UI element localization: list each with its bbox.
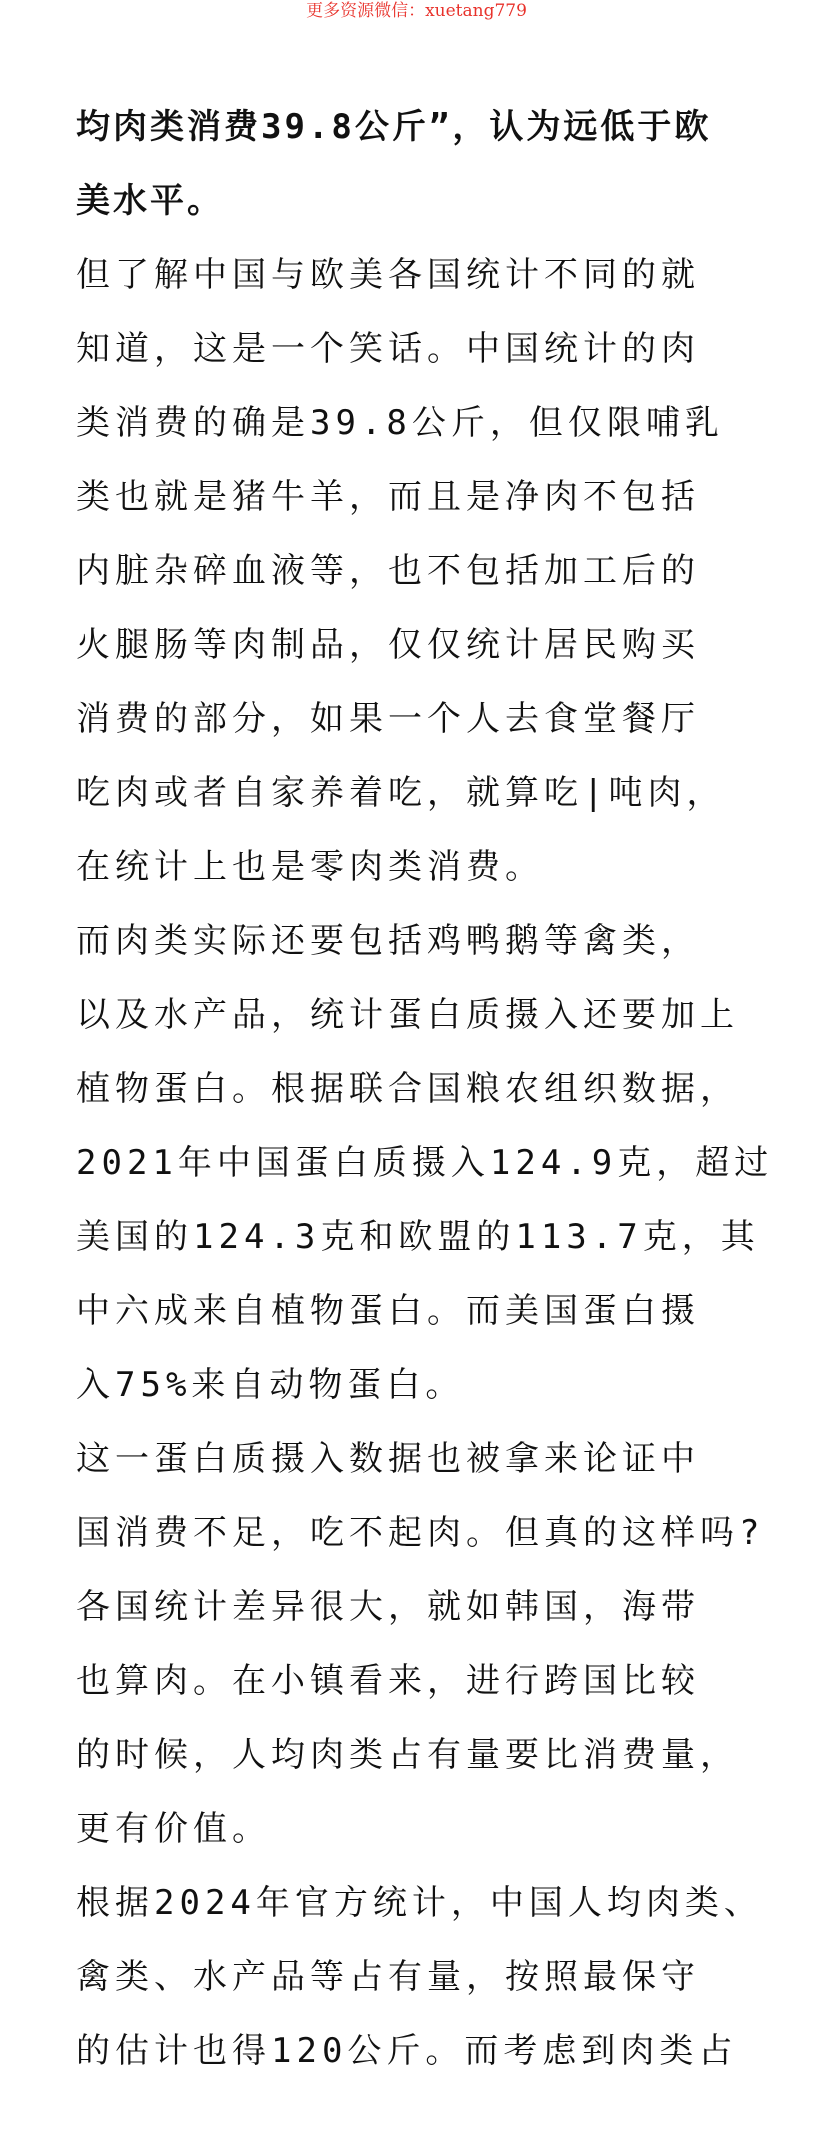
text-line: 各国统计差异很大，就如韩国，海带 [76, 1587, 700, 1627]
text-line: 植物蛋白。根据联合国粮农组织数据， [76, 1069, 739, 1109]
text-line: 2021年中国蛋白质摄入124.9克，超过 [76, 1143, 774, 1183]
text-line: 国消费不足，吃不起肉。但真的这样吗? [76, 1513, 765, 1553]
text-line: 的估计也得120公斤。而考虑到肉类占 [76, 2031, 738, 2071]
text-line: 也算肉。在小镇看来，进行跨国比较 [76, 1661, 700, 1701]
text-line: 这一蛋白质摄入数据也被拿来论证中 [76, 1439, 700, 1479]
text-line: 均肉类消费39.8公斤”，认为远低于欧 [76, 107, 712, 147]
text-line: 消费的部分，如果一个人去食堂餐厅 [76, 699, 700, 739]
text-line: 而肉类实际还要包括鸡鸭鹅等禽类， [76, 921, 700, 961]
text-line: 知道，这是一个笑话。中国统计的肉 [76, 329, 700, 369]
text-line: 中六成来自植物蛋白。而美国蛋白摄 [76, 1291, 700, 1331]
text-line: 火腿肠等肉制品，仅仅统计居民购买 [76, 625, 700, 665]
text-line: 美国的124.3克和欧盟的113.7克，其 [76, 1217, 760, 1257]
text-line: 类消费的确是39.8公斤，但仅限哺乳 [76, 403, 724, 443]
text-line: 入75%来自动物蛋白。 [76, 1365, 465, 1405]
text-line: 的时候，人均肉类占有量要比消费量， [76, 1735, 739, 1775]
text-line: 吃肉或者自家养着吃，就算吃|吨肉， [76, 773, 726, 813]
text-line: 但了解中国与欧美各国统计不同的就 [76, 255, 700, 295]
text-line: 类也就是猪牛羊，而且是净肉不包括 [76, 477, 700, 517]
watermark-text: 更多资源微信：xuetang779 [306, 1, 527, 21]
text-line: 以及水产品，统计蛋白质摄入还要加上 [76, 995, 739, 1035]
text-line: 根据2024年官方统计，中国人均肉类、 [76, 1883, 763, 1923]
article-body [76, 90, 776, 2088]
text-line: 内脏杂碎血液等，也不包括加工后的 [76, 551, 700, 591]
text-line: 美水平。 [76, 181, 224, 221]
text-line: 在统计上也是零肉类消费。 [76, 847, 544, 887]
text-line: 更有价值。 [76, 1809, 271, 1849]
text-line: 禽类、水产品等占有量，按照最保守 [76, 1957, 700, 1997]
